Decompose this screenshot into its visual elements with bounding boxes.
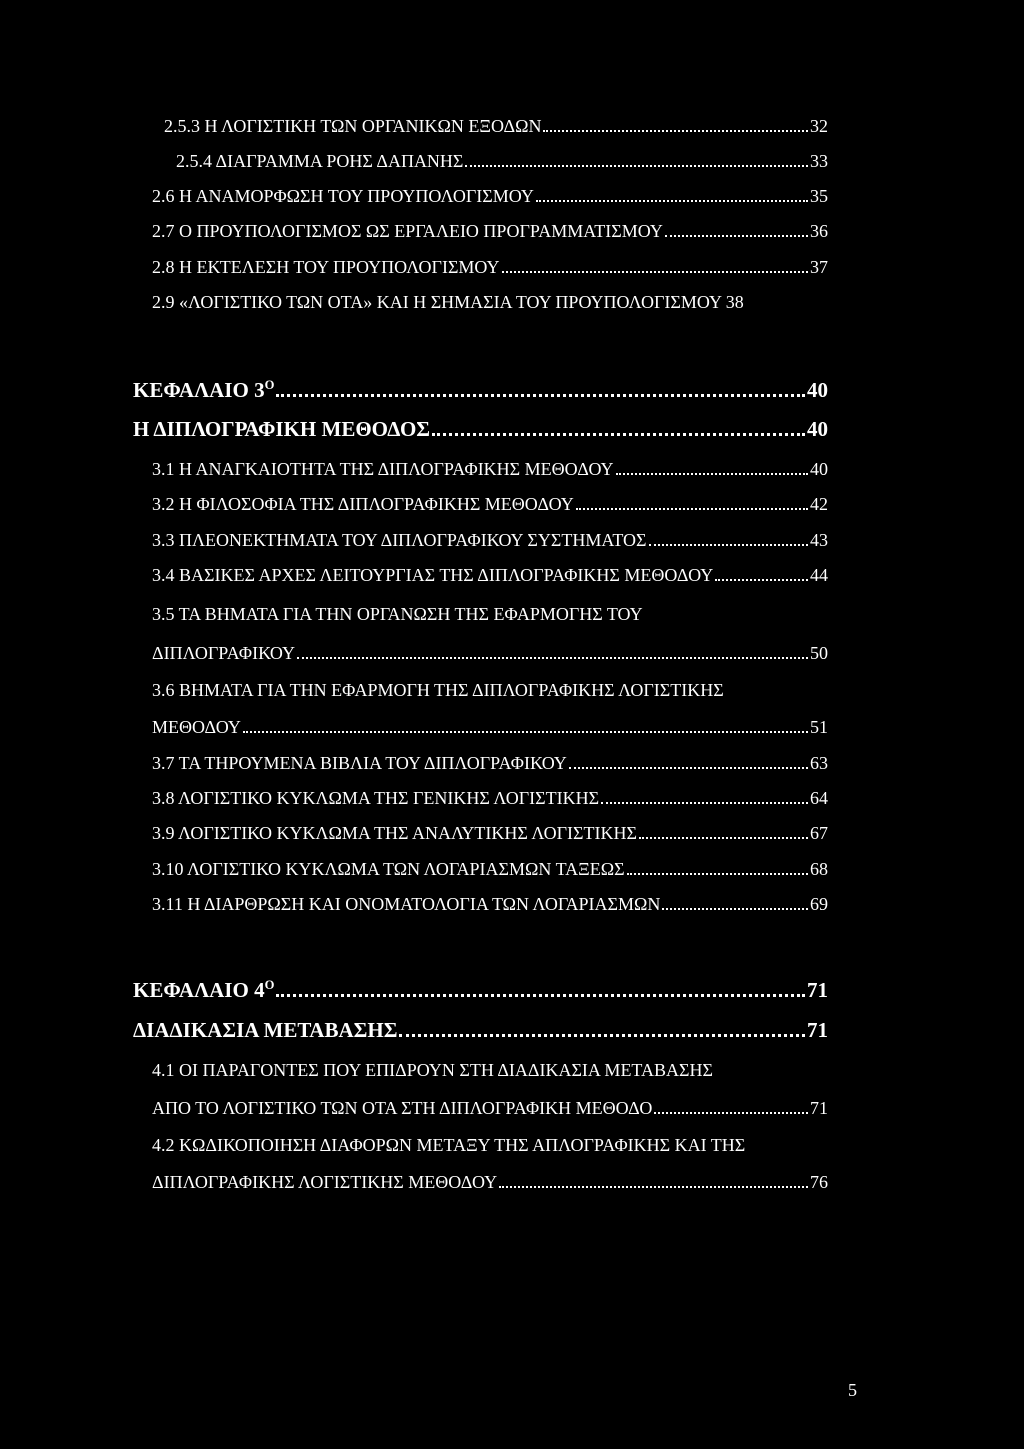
toc-entry-label: 3.9 ΛΟΓΙΣΤΙΚΟ ΚΥΚΛΩΜΑ ΤΗΣ ΑΝΑΛΥΤΙΚΗΣ ΛΟΓΙΣΤΙΚΗΣ (152, 823, 637, 843)
toc-entry-label: 2.5.4 ΔΙΑΓΡΑΜΜΑ ΡΟΗΣ ΔΑΠΑΝΗΣ (176, 151, 464, 171)
toc-entry-page: 76 (810, 1172, 828, 1192)
toc-entry-page: 42 (810, 494, 828, 514)
toc-leader-dots (662, 908, 808, 910)
toc-entry-page: 67 (810, 823, 828, 843)
toc-entry-label: 2.8 Η ΕΚΤΕΛΕΣΗ ΤΟΥ ΠΡΟΥΠΟΛΟΓΙΣΜΟΥ (152, 257, 500, 277)
toc-entry-label: 3.10 ΛΟΓΙΣΤΙΚΟ ΚΥΚΛΩΜΑ ΤΩΝ ΛΟΓΑΡΙΑΣΜΩΝ ΤΑΞΕΩΣ (152, 859, 625, 879)
toc-entry-label: ΔΙΠΛΟΓΡΑΦΙΚΟΥ (152, 643, 295, 663)
toc-entry (152, 1171, 828, 1193)
toc-entry-label: 4.2 ΚΩΔΙΚΟΠΟΙΗΣΗ ΔΙΑΦΟΡΩΝ ΜΕΤΑΞΥ ΤΗΣ ΑΠΛΟΓΡΑΦΙΚΗΣ ΚΑΙ ΤΗΣ (152, 1135, 746, 1155)
toc-entry-label: ΜΕΘΟΔΟΥ (152, 717, 241, 737)
toc-entry (164, 115, 828, 137)
toc-entry (152, 716, 828, 738)
toc-entry-page: 40 (807, 417, 828, 441)
toc-entry-page: 63 (810, 753, 828, 773)
toc-entry-page: 51 (810, 717, 828, 737)
toc-entry-page: 40 (807, 378, 828, 402)
toc-entry (152, 1059, 713, 1081)
toc-entry (152, 822, 828, 844)
toc-leader-dots (639, 837, 808, 839)
chapter-title: ΚΕΦΑΛΑΙΟ $3^O$ (133, 378, 275, 402)
chapter-heading (133, 416, 828, 442)
toc-entry-label: 2.6 Η ΑΝΑΜΟΡΦΩΣΗ ΤΟΥ ΠΡΟΥΠΟΛΟΓΙΣΜΟΥ (152, 186, 534, 206)
toc-entry (152, 493, 828, 515)
toc-entry-label: 4.1 ΟΙ ΠΑΡΑΓΟΝΤΕΣ ΠΟΥ ΕΠΙΔΡΟΥΝ ΣΤΗ ΔΙΑΔΙΚΑΣΙΑ ΜΕΤΑΒΑΣΗΣ (152, 1060, 713, 1080)
toc-leader-dots (627, 873, 808, 875)
toc-entry-label: 3.8 ΛΟΓΙΣΤΙΚΟ ΚΥΚΛΩΜΑ ΤΗΣ ΓΕΝΙΚΗΣ ΛΟΓΙΣΤΙΚΗΣ (152, 788, 600, 808)
ordinal-superscript: Ο (264, 978, 275, 992)
toc-entry-page: 36 (810, 221, 828, 241)
toc-entry (152, 220, 828, 242)
chapter-heading (133, 1017, 828, 1043)
toc-leader-dots (276, 994, 805, 997)
toc-entry-page: 43 (810, 530, 828, 550)
toc-leader-dots (502, 271, 808, 273)
toc-leader-dots (499, 1186, 808, 1188)
toc-entry (176, 150, 828, 172)
toc-entry (152, 529, 828, 551)
toc-entry (152, 564, 828, 586)
toc-entry-page: 71 (807, 978, 828, 1002)
toc-entry-label: 3.2 Η ΦΙΛΟΣΟΦΙΑ ΤΗΣ ΔΙΠΛΟΓΡΑΦΙΚΗΣ ΜΕΘΟΔΟΥ (152, 494, 574, 514)
toc-leader-dots (297, 657, 808, 659)
toc-entry-page: 50 (810, 643, 828, 663)
toc-entry (152, 291, 744, 313)
toc-entry-label: 3.11 Η ΔΙΑΡΘΡΩΣΗ ΚΑΙ ΟΝΟΜΑΤΟΛΟΓΙΑ ΤΩΝ ΛΟΓΑΡΙΑΣΜΩΝ (152, 894, 661, 914)
toc-entry (152, 642, 828, 664)
toc-entry-label: ΔΙΠΛΟΓΡΑΦΙΚΗΣ ΛΟΓΙΣΤΙΚΗΣ ΜΕΘΟΔΟΥ (152, 1172, 498, 1192)
toc-entry (152, 1134, 745, 1156)
toc-entry-page: 68 (810, 859, 828, 879)
toc-leader-dots (432, 433, 805, 436)
toc-entry (152, 752, 828, 774)
toc-leader-dots (243, 731, 808, 733)
toc-entry-label: 3.7 ΤΑ ΤΗΡΟΥΜΕΝΑ ΒΙΒΛΙΑ ΤΟΥ ΔΙΠΛΟΓΡΑΦΙΚΟΥ (152, 753, 567, 773)
toc-leader-dots (465, 165, 808, 167)
toc-entry-page: 71 (807, 1018, 828, 1042)
toc-leader-dots (536, 200, 808, 202)
toc-leader-dots (616, 473, 808, 475)
toc-entry (152, 256, 828, 278)
toc-leader-dots (665, 235, 808, 237)
chapter-heading (133, 377, 828, 403)
toc-entry-page: 40 (810, 459, 828, 479)
chapter-heading (133, 977, 828, 1003)
toc-entry-page: 35 (810, 186, 828, 206)
toc-entry-page: 64 (810, 788, 828, 808)
toc-entry-label: ΑΠΟ ΤΟ ΛΟΓΙΣΤΙΚΟ ΤΩΝ ΟΤΑ ΣΤΗ ΔΙΠΛΟΓΡΑΦΙΚΗ ΜΕΘΟΔΟ (152, 1098, 653, 1118)
toc-entry-label: 3.6 ΒΗΜΑΤΑ ΓΙΑ ΤΗΝ ΕΦΑΡΜΟΓΗ ΤΗΣ ΔΙΠΛΟΓΡΑΦΙΚΗΣ ΛΟΓΙΣΤΙΚΗΣ (152, 680, 724, 700)
toc-entry (152, 458, 828, 480)
toc-entry (152, 185, 828, 207)
toc-leader-dots (715, 579, 808, 581)
toc-entry (152, 893, 828, 915)
toc-entry-page: 69 (810, 894, 828, 914)
toc-leader-dots (601, 802, 808, 804)
toc-entry-page: 37 (810, 257, 828, 277)
toc-entry-label: 3.1 Η ΑΝΑΓΚΑΙΟΤΗΤΑ ΤΗΣ ΔΙΠΛΟΓΡΑΦΙΚΗΣ ΜΕΘΟΔΟΥ (152, 459, 614, 479)
toc-leader-dots (569, 767, 808, 769)
toc-entry-label: 2.5.3 Η ΛΟΓΙΣΤΙΚΗ ΤΩΝ ΟΡΓΑΝΙΚΩΝ ΕΞΟΔΩΝ (164, 116, 542, 136)
toc-entry-label: 3.5 ΤΑ ΒΗΜΑΤΑ ΓΙΑ ΤΗΝ ΟΡΓΑΝΩΣΗ ΤΗΣ ΕΦΑΡΜΟΓΗΣ ΤΟΥ (152, 604, 643, 624)
toc-entry-label: 3.4 ΒΑΣΙΚΕΣ ΑΡΧΕΣ ΛΕΙΤΟΥΡΓΙΑΣ ΤΗΣ ΔΙΠΛΟΓΡΑΦΙΚΗΣ ΜΕΘΟΔΟΥ (152, 565, 714, 585)
toc-entry (152, 858, 828, 880)
chapter-title: ΚΕΦΑΛΑΙΟ $4^O$ (133, 978, 275, 1002)
toc-entry-label: 3.3 ΠΛΕΟΝΕΚΤΗΜΑΤΑ ΤΟΥ ΔΙΠΛΟΓΡΑΦΙΚΟΥ ΣΥΣΤΗΜΑΤΟΣ (152, 530, 647, 550)
toc-entry (152, 603, 643, 625)
ordinal-superscript: Ο (264, 378, 275, 392)
toc-entry-label: 2.9 «ΛΟΓΙΣΤΙΚΟ ΤΩΝ ΟΤΑ» ΚΑΙ Η ΣΗΜΑΣΙΑ ΤΟΥ ΠΡΟΥΠΟΛΟΓΙΣΜΟΥ 38 (152, 292, 744, 312)
toc-entry (152, 787, 828, 809)
toc-entry-page: 71 (810, 1098, 828, 1118)
toc-entry-label: 2.7 Ο ΠΡΟΥΠΟΛΟΓΙΣΜΟΣ ΩΣ ΕΡΓΑΛΕΙΟ ΠΡΟΓΡΑΜΜΑΤΙΣΜΟΥ (152, 221, 663, 241)
page-number: 5 (848, 1380, 857, 1400)
toc-leader-dots (654, 1112, 808, 1114)
toc-entry (152, 679, 724, 701)
toc-leader-dots (576, 508, 808, 510)
toc-entry-page: 44 (810, 565, 828, 585)
toc-entry-page: 33 (810, 151, 828, 171)
toc-entry-page: 32 (810, 116, 828, 136)
toc-leader-dots (649, 544, 809, 546)
toc-leader-dots (399, 1034, 805, 1037)
toc-leader-dots (543, 130, 808, 132)
toc-entry (152, 1097, 828, 1119)
toc-leader-dots (276, 394, 805, 397)
chapter-title: ΔΙΑΔΙΚΑΣΙΑ ΜΕΤΑΒΑΣΗΣ (133, 1018, 398, 1042)
chapter-title: Η ΔΙΠΛΟΓΡΑΦΙΚΗ ΜΕΘΟΔΟΣ (133, 417, 431, 441)
